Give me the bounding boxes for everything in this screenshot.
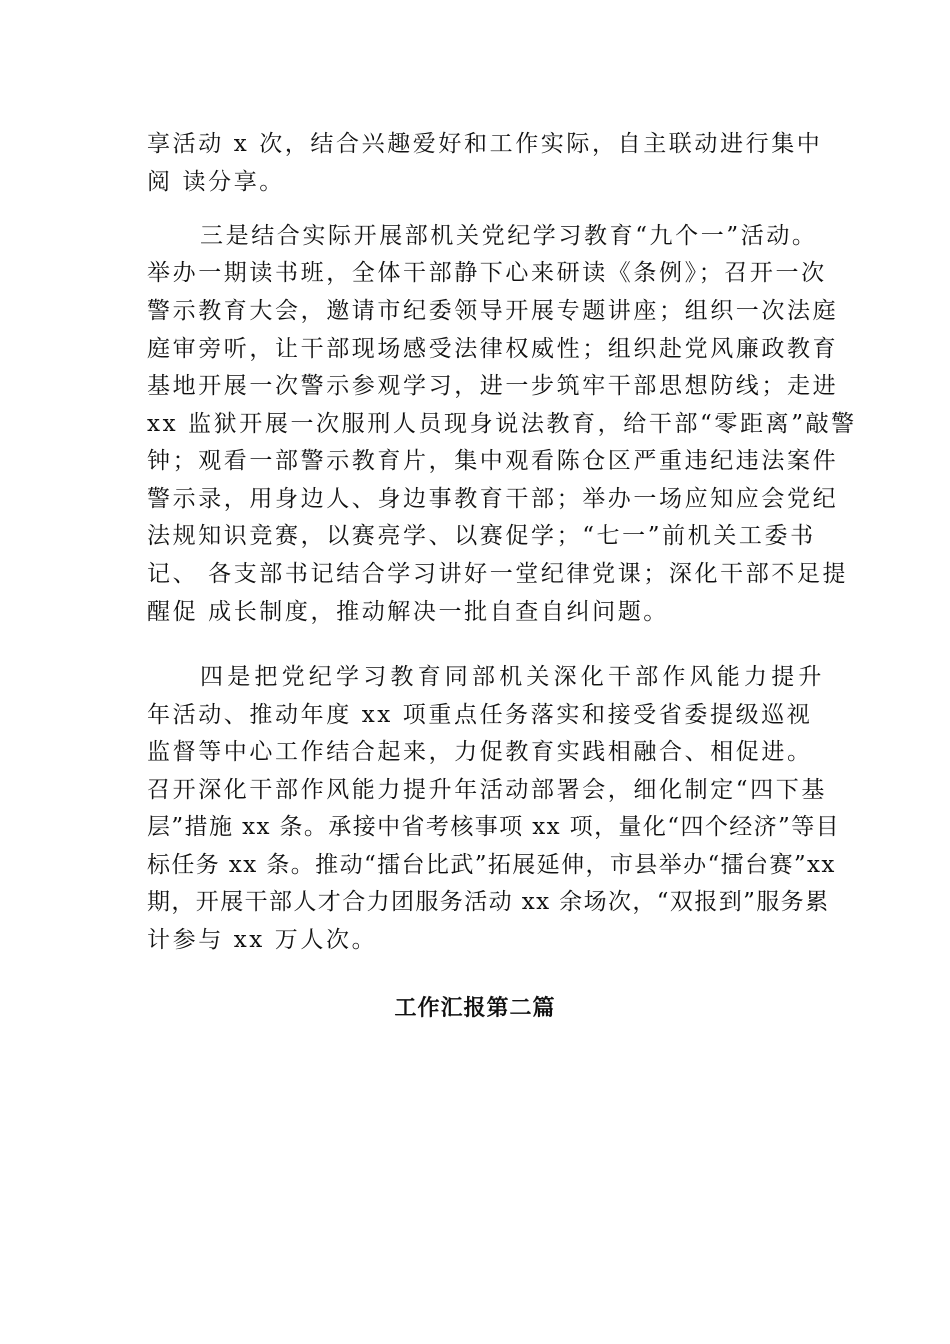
text-line: 醒促 成长制度，推动解决一批自查自纠问题。	[147, 599, 669, 625]
text-line: 计参与 xx 万人次。	[147, 927, 378, 953]
paragraph-3-first-line: 三是结合实际开展部机关党纪学习教育“九个一”活动。	[200, 223, 818, 249]
text-line: 监督等中心工作结合起来，力促教育实践相融合、相促进。	[147, 739, 813, 765]
section-heading: 工作汇报第二篇	[394, 996, 556, 1021]
text-line: 基地开展一次警示参观学习，进一步筑牢干部思想防线；走进	[147, 373, 839, 399]
text-line: 警示录，用身边人、身边事教育干部；举办一场应知应会党纪	[147, 486, 839, 512]
text-line: 钟；观看一部警示教育片，集中观看陈仓区严重违纪违法案件	[147, 448, 839, 474]
text-line: 标任务 xx 条。推动“擂台比武”拓展延伸，市县举办“擂台赛”xx	[147, 852, 836, 878]
text-line: 享活动 x 次，结合兴趣爱好和工作实际，自主联动进行集中	[147, 131, 823, 157]
text-line: 法规知识竞赛，以赛亮学、以赛促学；“七一”前机关工委书	[147, 523, 816, 549]
paragraph-4-first-line: 四是把党纪学习教育同部机关深化干部作风能力提升	[200, 664, 826, 690]
text-line: 警示教育大会，邀请市纪委领导开展专题讲座；组织一次法庭	[147, 298, 839, 324]
text-line: 庭审旁听，让干部现场感受法律权威性；组织赴党风廉政教育	[147, 336, 839, 362]
text-line: 年活动、推动年度 xx 项重点任务落实和接受省委提级巡视	[147, 702, 813, 728]
text-line: 召开深化干部作风能力提升年活动部署会，细化制定“四下基	[147, 777, 827, 803]
text-line: xx 监狱开展一次服刑人员现身说法教育，给干部“零距离”敲警	[147, 411, 857, 437]
text-line: 举办一期读书班，全体干部静下心来研读《条例》；召开一次	[147, 260, 827, 286]
text-line: 层”措施 xx 条。承接中省考核事项 xx 项，量化“四个经济”等目	[147, 814, 841, 840]
text-line: 记、 各支部书记结合学习讲好一堂纪律党课；深化干部不足提	[147, 561, 849, 587]
text-line: 阅 读分享。	[147, 169, 285, 195]
text-line: 期，开展干部人才合力团服务活动 xx 余场次，“双报到”服务累	[147, 889, 830, 915]
